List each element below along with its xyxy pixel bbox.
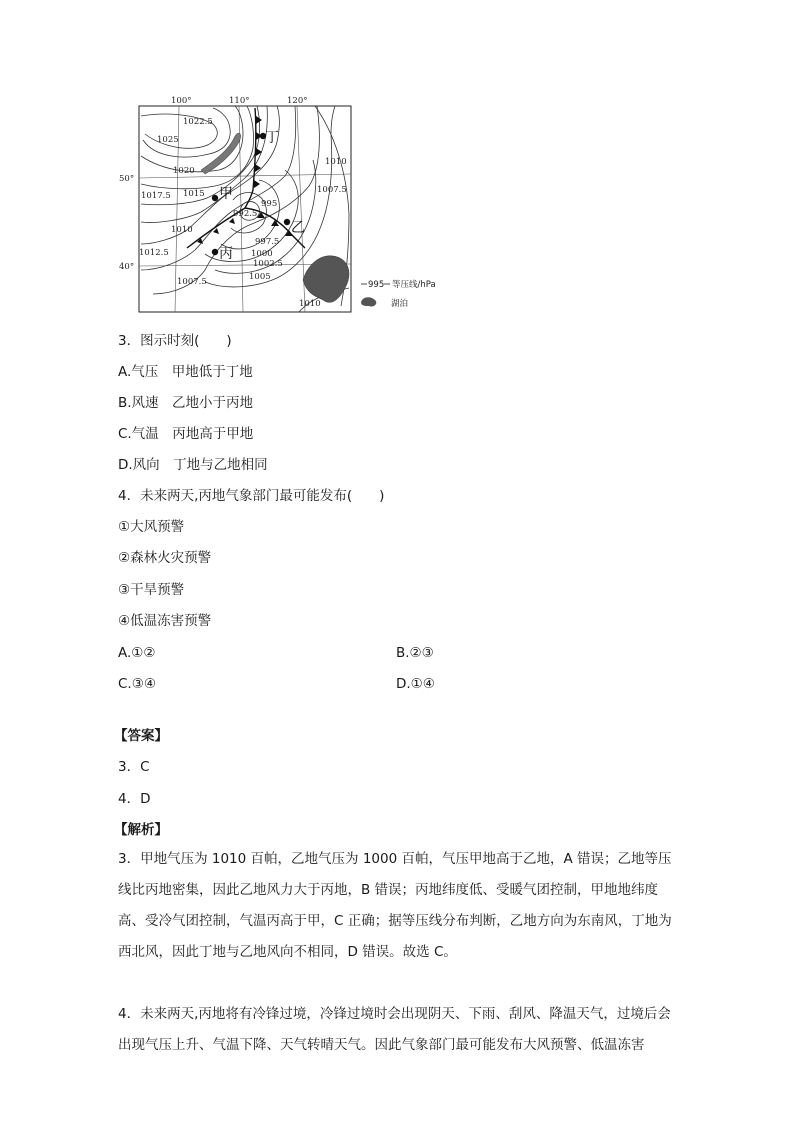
isobar-value: 1010 — [325, 157, 347, 167]
isobar-value: 1015 — [183, 189, 205, 199]
isobar-value: 992.5 — [233, 209, 258, 219]
lon-label: 120° — [287, 96, 308, 106]
q3-option-a: A.气压 甲地低于丁地 — [118, 364, 253, 380]
lon-label: 100° — [171, 96, 192, 106]
isobar-value: 995 — [261, 199, 278, 209]
legend-isobar-value: 995 — [368, 280, 385, 290]
q4-item-3: ③干旱预警 — [118, 582, 185, 598]
isobar-value: 1005 — [249, 272, 271, 282]
q4-item-2: ②森林火灾预警 — [118, 550, 212, 566]
q4-option-a: A.①② — [118, 645, 156, 661]
analysis-q4: 4．未来两天,丙地将有冷锋过境，冷锋过境时会出现阴天、下雨、刮风、降温天气，过境后会出现气压上升、气温下降、天气转晴天气。因此气象部门最可能发布大风预警、低温冻害 — [118, 1006, 671, 1053]
place-yi: 乙 — [291, 220, 305, 236]
q4-stem: 4．未来两天,丙地气象部门最可能发布( ) — [118, 488, 385, 504]
lat-label: 40° — [119, 262, 135, 272]
isobar-value: 1017.5 — [141, 191, 171, 201]
isobar-value: 997.5 — [255, 237, 280, 247]
place-bing: 丙 — [219, 246, 233, 262]
isobar-value: 1020 — [173, 166, 195, 176]
place-ding: 丁 — [265, 130, 279, 146]
isobar-value: 1007.5 — [177, 277, 207, 287]
isobar-value: 1000 — [251, 249, 273, 259]
place-jia: 甲 — [219, 186, 233, 202]
q3-option-b: B.风速 乙地小于丙地 — [118, 395, 254, 411]
q3-stem: 3．图示时刻( ) — [118, 333, 232, 349]
isobar-map-figure — [119, 94, 455, 316]
q4-option-d: D.①④ — [396, 676, 435, 692]
isobar-value: 1007.5 — [317, 185, 347, 195]
analysis-q3: 3．甲地气压为 1010 百帕，乙地气压为 1000 百帕，气压甲地高于乙地，A 错误；乙地等压线比丙地密集，因此乙地风力大于丙地，B 错误；丙地纬度低、受暖气团控制，甲地地纬度高、受冷气团控制，气温丙高于甲，C 正确；据等压线分布判断，乙地方向为东南风，丁地为西北风，因此丁地与乙地风向不相同，D 错误。故选 C。 — [118, 851, 672, 960]
isobar-value: 1010 — [299, 299, 321, 309]
q3-option-d: D.风向 丁地与乙地相同 — [118, 457, 268, 473]
isobar-value: 1010 — [171, 225, 193, 235]
lon-label: 110° — [229, 96, 250, 106]
q4-item-1: ①大风预警 — [118, 519, 185, 535]
legend-isobar-label: 等压线/hPa — [392, 280, 436, 290]
answer-q3: 3．C — [118, 759, 150, 775]
lake-north — [201, 133, 241, 174]
isobar-value: 1012.5 — [139, 248, 169, 258]
isobar-value: 1002.5 — [253, 259, 283, 269]
q4-option-c: C.③④ — [118, 676, 156, 692]
isobar-value: 1025 — [157, 135, 179, 145]
lat-label: 50° — [119, 174, 135, 184]
legend-lake-icon — [361, 297, 376, 306]
q4-item-4: ④低温冻害预警 — [118, 613, 212, 629]
legend-lake-label: 湖泊 — [391, 299, 409, 309]
answer-heading: 【答案】 — [114, 728, 168, 744]
analysis-heading: 【解析】 — [114, 822, 168, 838]
answer-q4: 4．D — [118, 791, 151, 807]
lake-southeast — [303, 256, 349, 303]
q3-option-c: C.气温 丙地高于甲地 — [118, 426, 254, 442]
q4-option-b: B.②③ — [396, 645, 434, 661]
isobar-value: 1022.5 — [183, 117, 213, 127]
